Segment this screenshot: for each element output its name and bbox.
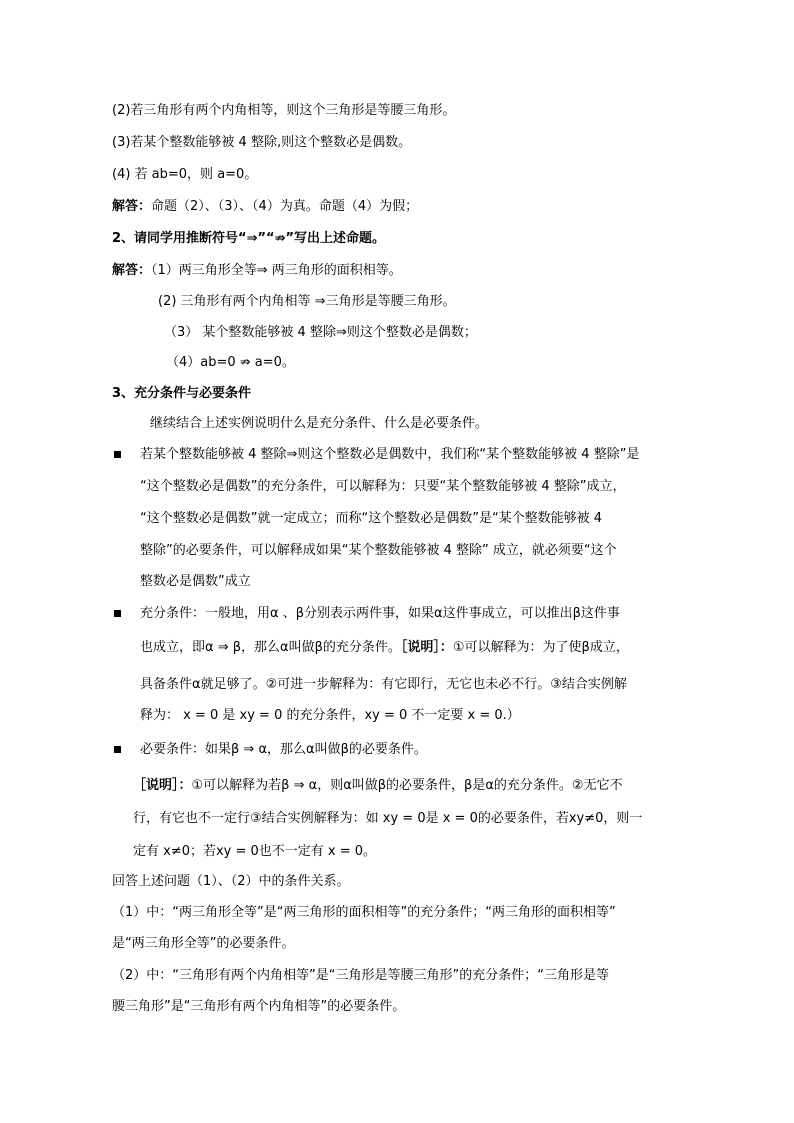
section-3-heading: 3、充分条件与必要条件 (112, 386, 252, 401)
proposition-4: (4) 若 ab=0，则 a=0。 (112, 167, 258, 182)
sufficient-line-3: 具备条件α就足够了。②可进一步解释为：有它即行，无它也未必不行。③结合实例解 (140, 677, 627, 692)
note-label: ［说明］： (133, 778, 192, 793)
answer-1-line-1: （1）中：“两三角形全等”是“两三角形的面积相等”的充分条件；“两三角形的面积相等” (112, 905, 616, 920)
example-line-5: 整数必是偶数”成立 (140, 574, 251, 589)
answer-line-1 (112, 198, 418, 216)
example-line-1: 若某个整数能够被 4 整除⇒则这个整数必是偶数中，我们称“某个整数能够被 4 整除”是 (140, 447, 640, 462)
answer-text: （1）两三角形全等⇒ 两三角形的面积相等。 (151, 263, 402, 278)
example-line-4: 整除”的必要条件，可以解释成如果“某个整数能够被 4 整除” 成立，就必须要“这个 (140, 543, 617, 558)
implication-4: （4）ab=0 ⇏ a=0。 (166, 355, 295, 370)
bullet-square-icon (114, 746, 121, 753)
proposition-2: (2)若三角形有两个内角相等，则这个三角形是等腰三角形。 (112, 103, 456, 118)
intro-text: 继续结合上述实例说明什么是充分条件、什么是必要条件。 (150, 416, 489, 431)
bullet-square-icon (114, 451, 121, 458)
necessary-line-1: 必要条件：如果β ⇒ α，那么α叫做β的必要条件。 (140, 742, 427, 757)
example-line-3: “这个整数必是偶数”就一定成立；而称“这个整数必是偶数”是“某个整数能够被 4 (140, 511, 603, 526)
sufficient-definition: 也成立，即α ⇒ β，那么α叫做β的充分条件。 (140, 640, 401, 655)
sufficient-line-4: 释为： x = 0 是 xy = 0 的充分条件，xy = 0 不一定要 x = 0.） (140, 708, 520, 723)
answer-text: 命题（2）、（3）、（4）为真。命题（4）为假； (151, 199, 419, 214)
note-line-2: 行，有它也不一定行③结合实例解释为：如 xy = 0是 x = 0的必要条件，若xy≠0，则一 (133, 811, 643, 826)
proposition-3: (3)若某个整数能够被 4 整除,则这个整数必是偶数。 (112, 135, 412, 150)
note-line-1 (133, 777, 623, 795)
section-2-heading: 2、请同学用推断符号“⇒”“⇏”写出上述命题。 (112, 231, 386, 246)
answer-line-2 (112, 262, 402, 280)
implication-3: （3） 某个整数能够被 4 整除⇒则这个整数必是偶数； (164, 325, 477, 340)
note-text: ①可以解释为：为了使β成立， (452, 640, 629, 655)
answer-2-line-1: （2）中：“三角形有两个内角相等”是“三角形是等腰三角形”的充分条件；“三角形是等 (112, 968, 609, 983)
bullet-square-icon (114, 610, 121, 617)
note-text: ①可以解释为若β ⇒ α，则α叫做β的必要条件，β是α的充分条件。②无它不 (191, 778, 623, 793)
implication-2: (2) 三角形有两个内角相等 ⇒三角形是等腰三角形。 (158, 294, 456, 309)
note-label: ［说明］： (400, 640, 453, 655)
sufficient-line-2 (140, 639, 629, 657)
answer-2-line-2: 腰三角形”是“三角形有两个内角相等”的必要条件。 (112, 999, 406, 1014)
sufficient-line-1: 充分条件：一般地，用α 、β分别表示两件事，如果α这件事成立，可以推出β这件事 (140, 606, 620, 621)
note-line-3: 定有 x≠0；若xy = 0也不一定有 x = 0。 (133, 844, 377, 859)
answer-label: 解答： (112, 263, 152, 278)
answer-label: 解答： (112, 199, 152, 214)
example-line-2: “这个整数必是偶数”的充分条件，可以解释为：只要“某个整数能够被 4 整除”成立， (140, 479, 626, 494)
answer-1-line-2: 是“两三角形全等”的必要条件。 (112, 936, 295, 951)
question-text: 回答上述问题（1）、（2）中的条件关系。 (112, 874, 350, 889)
